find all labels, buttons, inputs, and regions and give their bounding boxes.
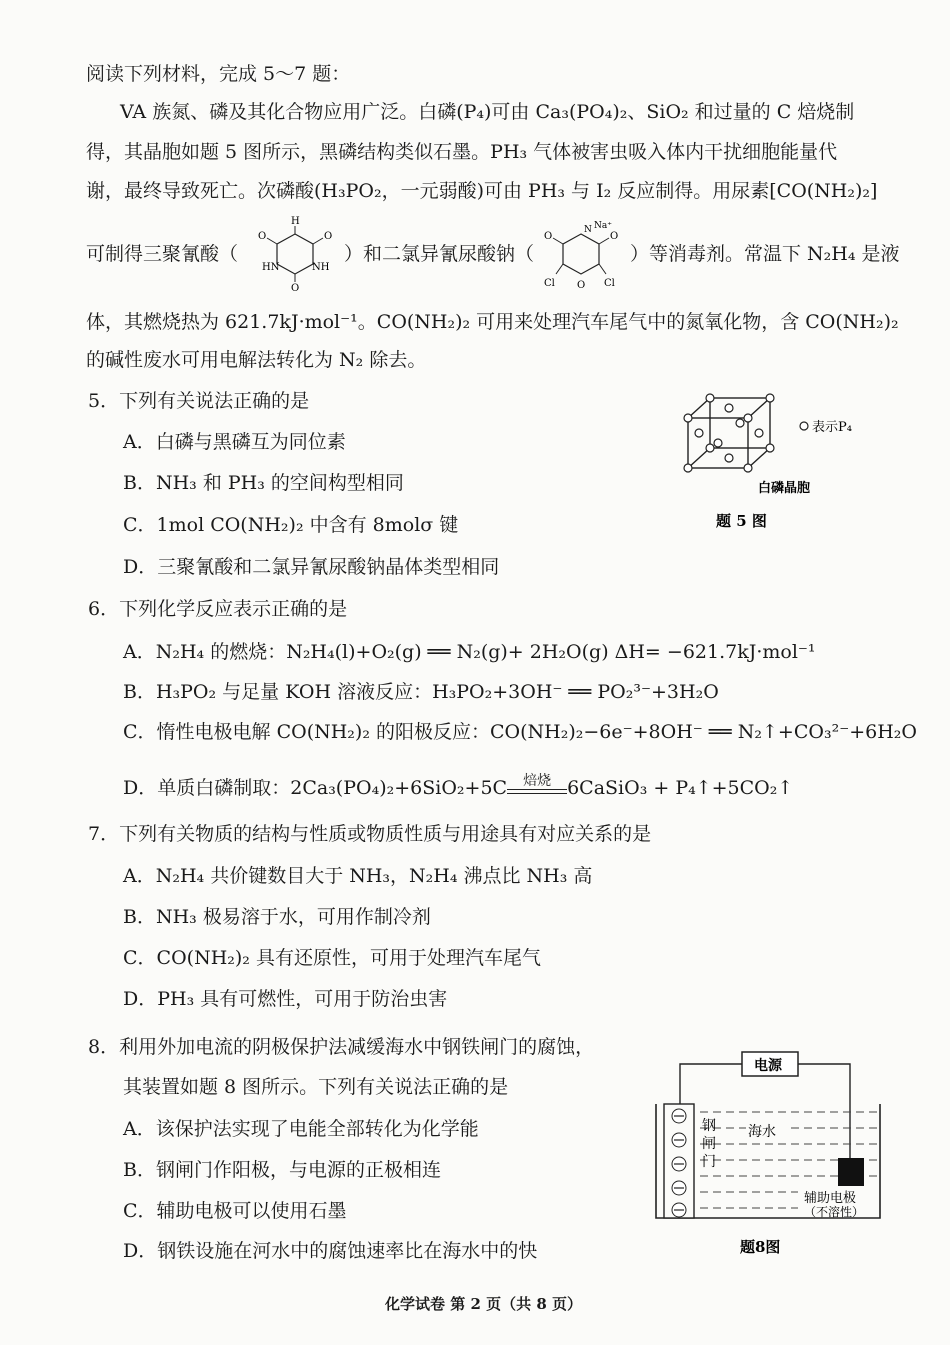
cyanuric-acid-structure	[250, 212, 340, 292]
mol1-o2: O	[324, 231, 333, 242]
gate-label-2: 闸	[702, 1136, 716, 1152]
mol2-o2: O	[610, 231, 619, 242]
gate-label-3: 门	[702, 1154, 716, 1170]
section-header: 阅读下列材料，完成 5～7 题：	[86, 63, 351, 85]
q5-option-a: A．白磷与黑磷互为同位素	[123, 431, 346, 453]
intro-line-2: 得，其晶胞如题 5 图所示，黑磷结构类似石墨。PH₃ 气体被害虫吸入体内干扰细胞能量代	[86, 141, 838, 163]
mol2-o1: O	[544, 231, 553, 242]
q5-cell-label: 白磷晶胞	[758, 481, 811, 496]
page-footer: 化学试卷 第 2 页（共 8 页）	[385, 1295, 582, 1313]
intro-line-4a: 可制得三聚氰酸（	[86, 243, 239, 265]
intro-line-4c: ）等消毒剂。常温下 N₂H₄ 是液	[630, 243, 900, 265]
cathodic-protection-diagram	[650, 1046, 890, 1262]
aux-label-1: 辅助电极	[804, 1191, 857, 1206]
q5-legend: 表示P₄	[812, 420, 852, 435]
seawater-label: 海水	[748, 1124, 776, 1140]
intro-line-5: 体，其燃烧热为 621.7kJ·mol⁻¹。CO(NH₂)₂ 可用来处理汽车尾气中的氮氧化物，含 CO(NH₂)₂	[86, 311, 899, 333]
q6-option-a: A．N₂H₄ 的燃烧：N₂H₄(l)+O₂(g) ══ N₂(g)+ 2H₂O(g) ΔH= −621.7kJ·mol⁻¹	[123, 641, 816, 663]
dichloroisocyanurate-structure	[536, 212, 636, 292]
q6-option-d	[123, 774, 793, 802]
reaction-condition: 焙烧	[523, 773, 552, 789]
mol1-nl: HN	[262, 262, 280, 273]
reaction-arrow	[507, 773, 567, 794]
aux-label-2: （不溶性）	[804, 1205, 865, 1219]
q8-stem-line-1: 8．利用外加电流的阴极保护法减缓海水中钢铁闸门的腐蚀，	[88, 1036, 595, 1058]
q8-caption: 题8图	[740, 1238, 781, 1256]
q7-option-b: B．NH₃ 极易溶于水，可用作制冷剂	[123, 906, 431, 928]
mol1-h: H	[291, 216, 300, 227]
q6-option-d-right: 6CaSiO₃ + P₄↑+5CO₂↑	[567, 777, 794, 799]
intro-line-4b: ）和二氯异氰尿酸钠（	[344, 243, 535, 265]
q5-option-b: B．NH₃ 和 PH₃ 的空间构型相同	[123, 472, 404, 494]
white-phosphorus-unit-cell	[680, 390, 910, 540]
intro-line-1: VA 族氮、磷及其化合物应用广泛。白磷(P₄)可由 Ca₃(PO₄)₂、SiO₂ 和过量的 C 焙烧制	[120, 101, 855, 123]
q5-option-d: D．三聚氰酸和二氯异氰尿酸钠晶体类型相同	[123, 556, 500, 578]
q5-stem: 5．下列有关说法正确的是	[88, 390, 310, 412]
auxiliary-electrode	[838, 1158, 864, 1186]
power-label: 电源	[754, 1058, 782, 1074]
q6-option-b: B．H₃PO₂ 与足量 KOH 溶液反应：H₃PO₂+3OH⁻ ══ PO₂³⁻+3H₂O	[123, 681, 719, 703]
q7-stem: 7．下列有关物质的结构与性质或物质性质与用途具有对应关系的是	[88, 823, 652, 845]
mol2-cl2: Cl	[604, 278, 615, 289]
q7-option-a: A．N₂H₄ 共价键数目大于 NH₃，N₂H₄ 沸点比 NH₃ 高	[123, 865, 593, 887]
q6-stem: 6．下列化学反应表示正确的是	[88, 598, 348, 620]
intro-line-6: 的碱性废水可用电解法转化为 N₂ 除去。	[86, 349, 427, 371]
q6-option-d-left: D．单质白磷制取：2Ca₃(PO₄)₂+6SiO₂+5C	[123, 777, 508, 799]
mol1-o1: O	[258, 231, 267, 242]
gate-label-1: 钢	[702, 1118, 716, 1134]
q8-option-b: B．钢闸门作阳极，与电源的正极相连	[123, 1159, 441, 1181]
q8-stem-line-2: 其装置如题 8 图所示。下列有关说法正确的是	[123, 1076, 509, 1098]
q8-option-c: C．辅助电极可以使用石墨	[123, 1200, 347, 1222]
q5-caption: 题 5 图	[716, 512, 767, 530]
legend-circle-icon	[800, 422, 808, 430]
mol2-cl1: Cl	[544, 278, 555, 289]
mol2-o3: O	[577, 280, 586, 291]
mol2-n: N	[584, 225, 592, 235]
q6-option-c: C．惰性电极电解 CO(NH₂)₂ 的阳极反应：CO(NH₂)₂−6e⁻+8OH⁻ ══ N₂↑+CO₃²⁻+6H₂O	[123, 721, 918, 743]
mol1-o3: O	[291, 283, 300, 292]
q7-option-d: D．PH₃ 具有可燃性，可用于防治虫害	[123, 988, 448, 1010]
q5-option-c: C．1mol CO(NH₂)₂ 中含有 8molσ 键	[123, 514, 459, 536]
q8-option-a: A．该保护法实现了电能全部转化为化学能	[123, 1118, 479, 1140]
q7-option-c: C．CO(NH₂)₂ 具有还原性，可用于处理汽车尾气	[123, 947, 541, 969]
q8-option-d: D．钢铁设施在河水中的腐蚀速率比在海水中的快	[123, 1240, 538, 1262]
mol2-na: Na⁺	[594, 221, 612, 231]
mol1-nr: NH	[312, 262, 330, 273]
intro-line-3: 谢，最终导致死亡。次磷酸(H₃PO₂，一元弱酸)可由 PH₃ 与 I₂ 反应制得。用尿素[CO(NH₂)₂]	[86, 180, 878, 202]
